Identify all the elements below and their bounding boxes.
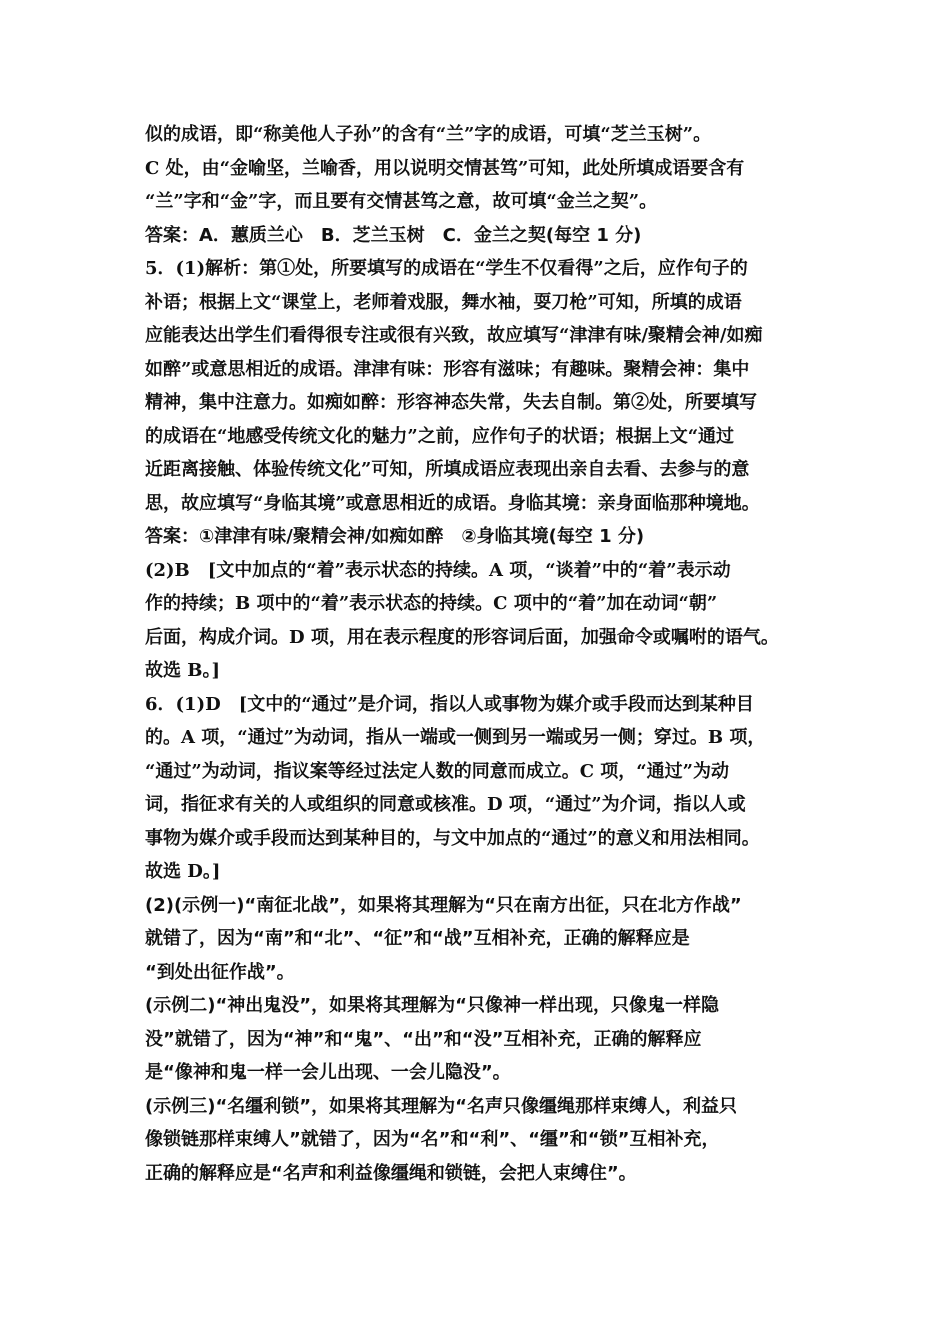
- answer-text-block: [145, 118, 825, 1190]
- text-line: 思，故应填写“身临其境”或意思相近的成语。身临其境：亲身面临那种境地。: [145, 492, 760, 514]
- text-line: 的成语在“地感受传统文化的魅力”之前，应作句子的状语；根据上文“通过: [145, 425, 735, 447]
- text-line: 如醉”或意思相近的成语。津津有味：形容有滋味；有趣味。聚精会神：集中: [145, 358, 750, 380]
- text-line: 6．(1)D [文中的“通过”是介词，指以人或事物为媒介或手段而达到某种目: [145, 693, 754, 715]
- answer-line: 答案：A．蕙质兰心 B．芝兰玉树 C．金兰之契(每空 1 分): [145, 224, 642, 246]
- text-line: 故选 D。]: [145, 861, 221, 882]
- text-line: C 处，由“金喻坚，兰喻香，用以说明交情甚笃”可知，此处所填成语要含有: [145, 157, 745, 179]
- text-line: 补语；根据上文“课堂上，老师着戏服，舞水袖，耍刀枪”可知，所填的成语: [145, 291, 742, 313]
- example-line: 像锁链那样束缚人”就错了，因为“名”和“利”、“缰”和“锁”互相补充，: [145, 1129, 720, 1150]
- text-line: 词，指征求有关的人或组织的同意或核准。D 项，“通过”为介词，指以人或: [145, 794, 746, 815]
- example-line: 就错了，因为“南”和“北”、“征”和“战”互相补充，正确的解释应是: [145, 928, 690, 949]
- text-line: 应能表达出学生们看得很专注或很有兴致，故应填写“津津有味/聚精会神/如痴: [145, 325, 763, 346]
- example-line: “到处出征作战”。: [145, 961, 295, 983]
- text-line: 似的成语，即“称美他人子孙”的含有“兰”字的成语，可填“芝兰玉树”。: [145, 124, 712, 145]
- text-line: (2)B [文中加点的“着”表示状态的持续。A 项，“谈着”中的“着”表示动: [145, 559, 731, 581]
- text-line: 精神，集中注意力。如痴如醉：形容神态失常，失去自制。第②处，所要填写: [145, 392, 757, 413]
- text-line: “通过”为动词，指议案等经过法定人数的同意而成立。C 项，“通过”为动: [145, 760, 730, 782]
- example-line: (示例二)“神出鬼没”，如果将其理解为“只像神一样出现，只像鬼一样隐: [145, 995, 719, 1016]
- text-line: 5．(1)解析：第①处，所要填写的成语在“学生不仅看得”之后，应作句子的: [145, 258, 748, 279]
- text-line: 事物为媒介或手段而达到某种目的，与文中加点的“通过”的意义和用法相同。: [145, 827, 760, 849]
- example-line: (2)(示例一)“南征北战”，如果将其理解为“只在南方出征，只在北方作战”: [145, 894, 742, 916]
- example-line: 是“像神和鬼一样一会儿出现、一会儿隐没”。: [145, 1062, 511, 1083]
- text-line: 后面，构成介词。D 项，用在表示程度的形容词后面，加强命令或嘱咐的语气。: [145, 626, 779, 648]
- example-line: 正确的解释应是“名声和利益像缰绳和锁链，会把人束缚住”。: [145, 1162, 637, 1184]
- example-line: (示例三)“名缰利锁”，如果将其理解为“名声只像缰绳那样束缚人，利益只: [145, 1095, 737, 1117]
- answer-line: 答案：①津津有味/聚精会神/如痴如醉 ②身临其境(每空 1 分): [145, 526, 645, 547]
- text-line: 的。A 项，“通过”为动词，指从一端或一侧到另一端或另一侧；穿过。B 项，: [145, 727, 766, 748]
- text-line: 作的持续；B 项中的“着”表示状态的持续。C 项中的“着”加在动词“朝”: [145, 593, 718, 614]
- text-line: “兰”字和“金”字，而且要有交情甚笃之意，故可填“金兰之契”。: [145, 191, 658, 212]
- text-line: 近距离接触、体验传统文化”可知，所填成语应表现出亲自去看、去参与的意: [145, 459, 750, 480]
- example-line: 没”就错了，因为“神”和“鬼”、“出”和“没”互相补充，正确的解释应: [145, 1028, 702, 1050]
- text-line: 故选 B。]: [145, 660, 220, 681]
